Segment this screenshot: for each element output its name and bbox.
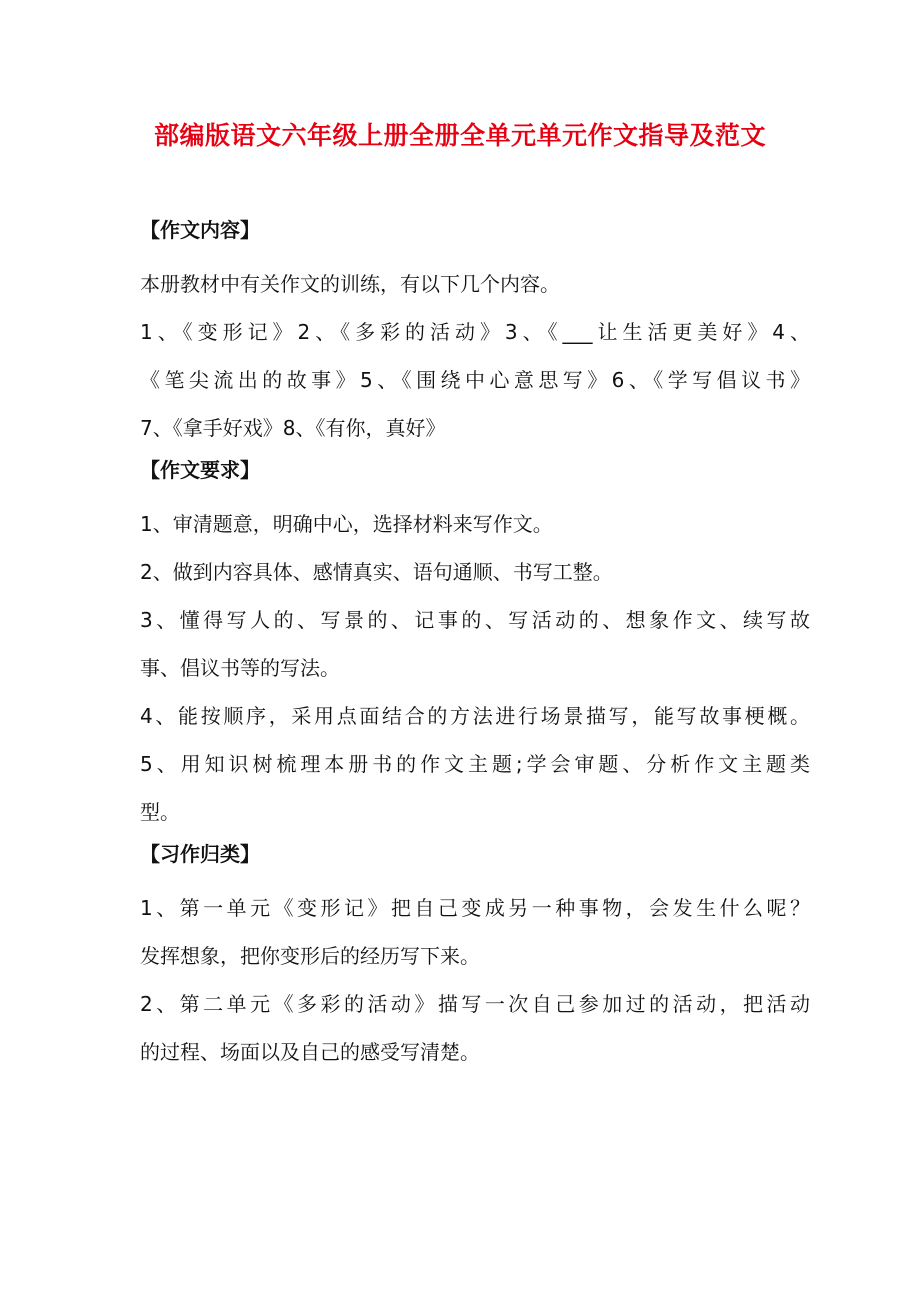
paragraph-line: 《笔尖流出的故事》5、《围绕中心意思写》6、《学写倡议书》 [140,368,810,392]
paragraph-line: 5、用知识树梳理本册书的作文主题;学会审题、分析作文主题类 [140,752,810,776]
paragraph-line: 3、懂得写人的、写景的、记事的、写活动的、想象作文、续写故 [140,608,810,632]
paragraph-line: 型。 [140,800,180,824]
paragraph-line: 发挥想象，把你变形后的经历写下来。 [140,944,480,968]
paragraph-line: 2、做到内容具体、感情真实、语句通顺、书写工整。 [140,560,613,584]
document-body [140,212,810,1076]
paragraph-line: 7、《拿手好戏》8、《有你，真好》 [140,416,446,440]
section-heading-categories: 【习作归类】 [140,842,260,866]
section-heading-requirements: 【作文要求】 [140,458,260,482]
paragraph-line: 4、能按顺序，采用点面结合的方法进行场景描写，能写故事梗概。 [140,704,810,728]
paragraph-line: 2、第二单元《多彩的活动》描写一次自己参加过的活动，把活动 [140,992,810,1016]
paragraph-line: 1、审清题意，明确中心，选择材料来写作文。 [140,512,553,536]
paragraph-line: 1、第一单元《变形记》把自己变成另一种事物，会发生什么呢？ [140,896,810,920]
paragraph-line: 的过程、场面以及自己的感受写清楚。 [140,1040,480,1064]
section-heading-content: 【作文内容】 [140,218,260,242]
page-title: 部编版语文六年级上册全册全单元单元作文指导及范文 [153,121,766,150]
paragraph-line: 本册教材中有关作文的训练，有以下几个内容。 [140,272,560,296]
paragraph-line: 事、倡议书等的写法。 [140,656,340,680]
paragraph-line: 1、《变形记》2、《多彩的活动》3、《___让生活更美好》4、 [140,320,810,344]
